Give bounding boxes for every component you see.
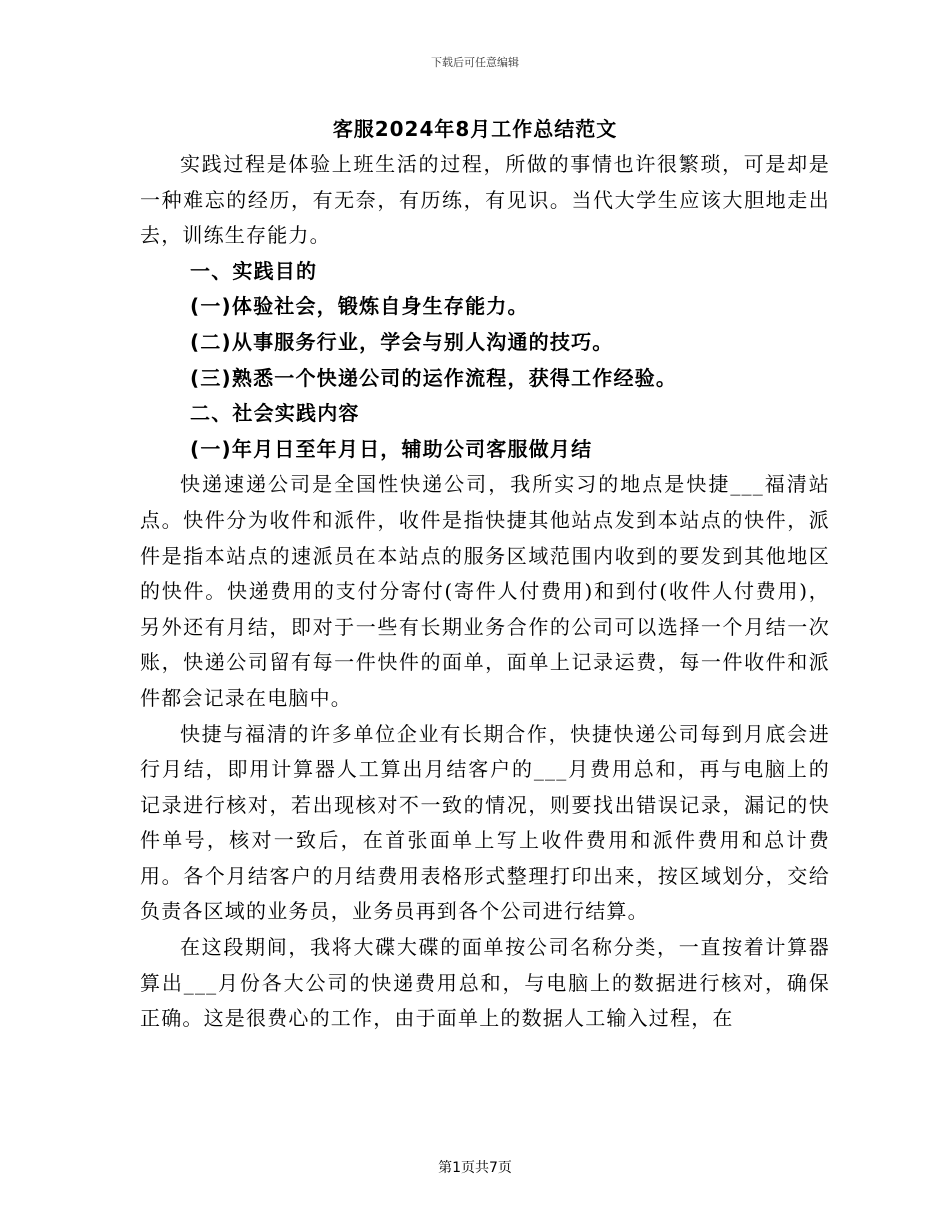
heading-purpose-3: (三)熟悉一个快递公司的运作流程，获得工作经验。	[190, 365, 678, 390]
page-footer: 第1页共7页	[438, 1160, 512, 1176]
paragraph-during-period: 在这段期间，我将大碟大碟的面单按公司名称分类，一直按着计算器算出___月份各大公司的快递费用总和，与电脑上的数据进行核对，确保正确。这是很费心的工作，由于面单上的数据人工输入过程，在	[140, 935, 830, 1031]
header-note: 下载后可任意编辑	[431, 56, 519, 69]
heading-practice-purpose: 一、实践目的	[190, 258, 318, 283]
heading-purpose-2: (二)从事服务行业，学会与别人沟通的技巧。	[190, 329, 614, 354]
heading-purpose-1: (一)体验社会，锻炼自身生存能力。	[190, 294, 529, 319]
document-body	[140, 147, 830, 1037]
paragraph-express-company: 快递速递公司是全国性快递公司，我所实习的地点是快捷___福清站点。快件分为收件和派件，收件是指快捷其他站点发到本站点的快件，派件是指本站点的速派员在本站点的服务区域范围内收到的要发到其他地区的快件。快递费用的支付分寄付(寄件人付费用)和到付(收件人付费用)，另外还有月结，即对于一些有长期业务合作的公司可以选择一个月结一次账，快递公司留有每一件快件的面单，面单上记录运费，每一件收件和派件都会记录在电脑中。	[140, 472, 830, 710]
heading-content-1: (一)年月日至年月日，辅助公司客服做月结	[190, 436, 593, 461]
paragraph-intro: 实践过程是体验上班生活的过程，所做的事情也许很繁琐，可是却是一种难忘的经历，有无奈，有历练，有见识。当代大学生应该大胆地走出去，训练生存能力。	[140, 152, 830, 248]
heading-practice-content: 二、社会实践内容	[190, 401, 360, 426]
paragraph-monthly-settlement: 快捷与福清的许多单位企业有长期合作，快捷快递公司每到月底会进行月结，即用计算器人工算出月结客户的___月费用总和，再与电脑上的记录进行核对，若出现核对不一致的情况，则要找出错误记录，漏记的快件单号，核对一致后，在首张面单上写上收件费用和派件费用和总计费用。各个月结客户的月结费用表格形式整理打印出来，按区域划分，交给负责各区域的业务员，业务员再到各个公司进行结算。	[140, 721, 830, 924]
document-title: 客服2024年8月工作总结范文	[332, 117, 618, 141]
